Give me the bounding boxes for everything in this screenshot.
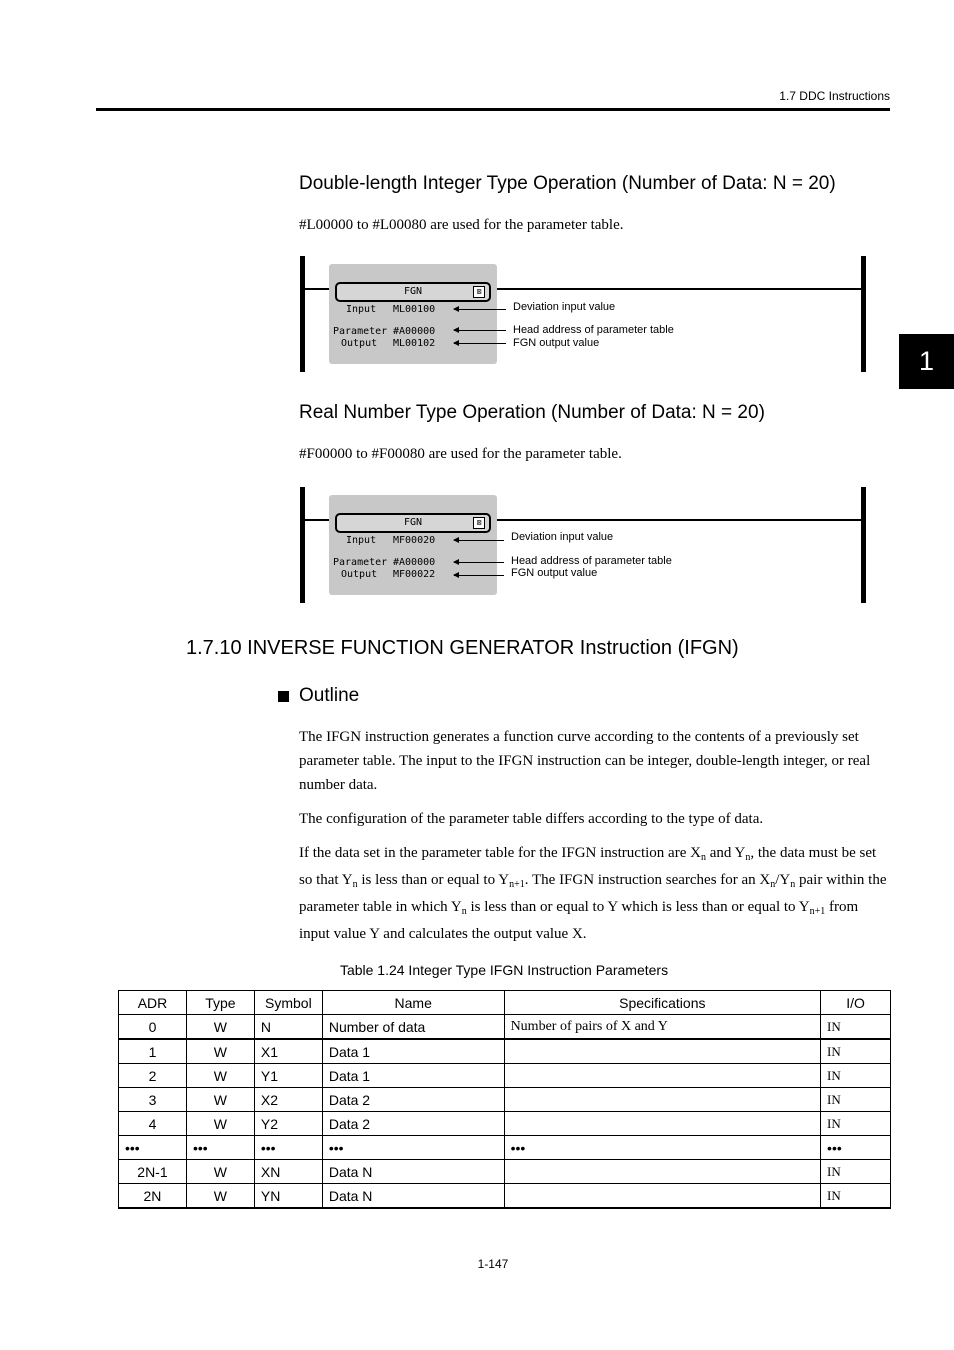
cell-specifications: Number of pairs of X and Y	[504, 1015, 820, 1040]
column-header-io: I/O	[821, 991, 891, 1015]
cell-type: •••	[186, 1136, 254, 1160]
table-row	[119, 1015, 891, 1040]
block-name: FGN	[403, 286, 423, 297]
ladder-diagram-double-length	[300, 256, 868, 374]
column-header-symbol: Symbol	[254, 991, 322, 1015]
section-heading-ifgn: 1.7.10 INVERSE FUNCTION GENERATOR Instruction (IFGN)	[186, 637, 739, 659]
table-row	[119, 1064, 891, 1088]
para3-text: from input value Y and calculates the output value X.	[299, 899, 859, 942]
cell-symbol: Y1	[254, 1064, 322, 1088]
para3-text: is less than or equal to Y which is less than or equal to Y	[466, 899, 810, 915]
annotation-output-value: FGN output value	[513, 337, 600, 349]
cell-specifications	[504, 1112, 820, 1136]
para3-text: pair within the parameter table in which Y	[299, 872, 887, 915]
cell-io: IN	[821, 1015, 891, 1040]
cell-io: IN	[821, 1160, 891, 1184]
table-row	[119, 1112, 891, 1136]
row-label-output: Output	[341, 569, 378, 580]
arrow-input	[454, 309, 506, 310]
outline-paragraph-3	[299, 840, 889, 948]
para3-text: . The IFGN instruction searches for an X	[524, 872, 771, 888]
cell-name: Data N	[322, 1160, 504, 1184]
outline-paragraph-2: The configuration of the parameter table differs according to the type of data.	[299, 811, 764, 827]
cell-symbol: X2	[254, 1088, 322, 1112]
cell-specifications	[504, 1088, 820, 1112]
cell-type: W	[186, 1184, 254, 1209]
cell-symbol: X1	[254, 1039, 322, 1064]
arrow-input	[454, 540, 504, 541]
cell-type: W	[186, 1160, 254, 1184]
header-rule	[96, 108, 890, 111]
row-value-input: ML00100	[393, 304, 436, 315]
column-header-adr: ADR	[119, 991, 187, 1015]
cell-adr: 2	[119, 1064, 187, 1088]
annotation-deviation-input: Deviation input value	[511, 531, 614, 543]
para3-subscript: n+1	[509, 879, 525, 890]
function-block-title	[335, 513, 491, 533]
cell-type: W	[186, 1015, 254, 1040]
row-label-input: Input	[346, 535, 377, 546]
table-header-row	[119, 991, 891, 1015]
para3-subscript: n+1	[809, 906, 826, 917]
cell-name: Data 1	[322, 1064, 504, 1088]
cell-io: IN	[821, 1064, 891, 1088]
row-label-input: Input	[346, 304, 377, 315]
cell-adr: 4	[119, 1112, 187, 1136]
cell-name: Data 1	[322, 1039, 504, 1064]
outline-paragraph-1: The IFGN instruction generates a function curve according to the contents of a previously set parameter table. The input to the IFGN instruction can be integer, double-length integer, or real number data.	[299, 729, 871, 793]
cell-name: •••	[322, 1136, 504, 1160]
chapter-tab: 1	[899, 334, 954, 389]
section-paragraph-double-length: #L00000 to #L00080 are used for the parameter table.	[299, 217, 624, 233]
cell-symbol: •••	[254, 1136, 322, 1160]
running-head: 1.7 DDC Instructions	[779, 89, 890, 103]
para3-subscript: n	[700, 852, 706, 863]
left-power-rail	[300, 487, 305, 603]
cell-adr: 2N	[119, 1184, 187, 1209]
parameter-table	[118, 990, 891, 1209]
cell-type: W	[186, 1112, 254, 1136]
section-heading-real-number: Real Number Type Operation (Number of Data: N = 20)	[299, 402, 765, 423]
cell-specifications: •••	[504, 1136, 820, 1160]
cell-specifications	[504, 1184, 820, 1209]
cell-name: Data 2	[322, 1088, 504, 1112]
section-heading-double-length: Double-length Integer Type Operation (Number of Data: N = 20)	[299, 173, 836, 194]
row-label-parameter: Parameter	[333, 326, 388, 337]
cell-type: W	[186, 1039, 254, 1064]
cell-adr: 1	[119, 1039, 187, 1064]
para3-subscript: n	[745, 852, 751, 863]
cell-specifications	[504, 1160, 820, 1184]
cell-symbol: N	[254, 1015, 322, 1040]
cell-type: W	[186, 1088, 254, 1112]
arrow-parameter	[454, 562, 504, 563]
cell-io: IN	[821, 1088, 891, 1112]
cell-io: IN	[821, 1184, 891, 1209]
cell-specifications	[504, 1064, 820, 1088]
cell-adr: •••	[119, 1136, 187, 1160]
cell-symbol: XN	[254, 1160, 322, 1184]
arrow-parameter	[454, 330, 506, 331]
block-icon: ⊠	[473, 286, 485, 298]
outline-heading: Outline	[299, 685, 360, 706]
para3-subscript: n	[352, 879, 358, 890]
function-block	[329, 495, 497, 595]
arrow-output	[454, 343, 506, 344]
function-block-title	[335, 282, 491, 302]
block-icon: ⊠	[473, 517, 485, 529]
column-header-specifications: Specifications	[504, 991, 820, 1015]
row-label-output: Output	[341, 338, 378, 349]
cell-io: •••	[821, 1136, 891, 1160]
cell-adr: 3	[119, 1088, 187, 1112]
table-row	[119, 1184, 891, 1209]
left-power-rail	[300, 256, 305, 372]
para3-text: If the data set in the parameter table for the IFGN instruction are X	[299, 845, 701, 861]
section-paragraph-real-number: #F00000 to #F00080 are used for the parameter table.	[299, 446, 622, 462]
cell-type: W	[186, 1064, 254, 1088]
cell-symbol: YN	[254, 1184, 322, 1209]
annotation-parameter-table: Head address of parameter table	[511, 555, 672, 567]
page-number: 1-147	[477, 1257, 509, 1271]
function-block	[329, 264, 497, 364]
cell-symbol: Y2	[254, 1112, 322, 1136]
para3-subscript: n	[461, 906, 467, 917]
right-power-rail	[861, 256, 866, 372]
arrow-output	[454, 575, 504, 576]
cell-adr: 0	[119, 1015, 187, 1040]
table-row	[119, 1039, 891, 1064]
para3-text: /Y	[775, 872, 791, 888]
cell-name: Data 2	[322, 1112, 504, 1136]
ladder-diagram-real-number	[300, 487, 868, 605]
cell-io: IN	[821, 1039, 891, 1064]
column-header-type: Type	[186, 991, 254, 1015]
para3-text: is less than or equal to Y	[357, 872, 510, 888]
annotation-deviation-input: Deviation input value	[513, 301, 616, 313]
row-value-parameter: #A00000	[393, 326, 436, 337]
column-header-name: Name	[322, 991, 504, 1015]
table-caption: Table 1.24 Integer Type IFGN Instruction Parameters	[339, 962, 669, 978]
table-row	[119, 1160, 891, 1184]
para3-subscript: n	[770, 879, 776, 890]
cell-name: Data N	[322, 1184, 504, 1209]
right-power-rail	[861, 487, 866, 603]
cell-specifications	[504, 1039, 820, 1064]
para3-text: and Y	[705, 845, 746, 861]
annotation-parameter-table: Head address of parameter table	[513, 324, 674, 336]
row-value-parameter: #A00000	[393, 557, 436, 568]
annotation-output-value: FGN output value	[511, 567, 598, 579]
cell-io: IN	[821, 1112, 891, 1136]
cell-adr: 2N-1	[119, 1160, 187, 1184]
row-value-output: MF00022	[393, 569, 436, 580]
table-row	[119, 1088, 891, 1112]
para3-subscript: n	[790, 879, 796, 890]
table-row-ellipsis	[119, 1136, 891, 1160]
row-label-parameter: Parameter	[333, 557, 388, 568]
block-name: FGN	[403, 517, 423, 528]
para3-text: , the data must be set so that Y	[299, 845, 877, 888]
cell-name: Number of data	[322, 1015, 504, 1040]
row-value-output: ML00102	[393, 338, 436, 349]
row-value-input: MF00020	[393, 535, 436, 546]
square-bullet-icon	[278, 691, 289, 702]
